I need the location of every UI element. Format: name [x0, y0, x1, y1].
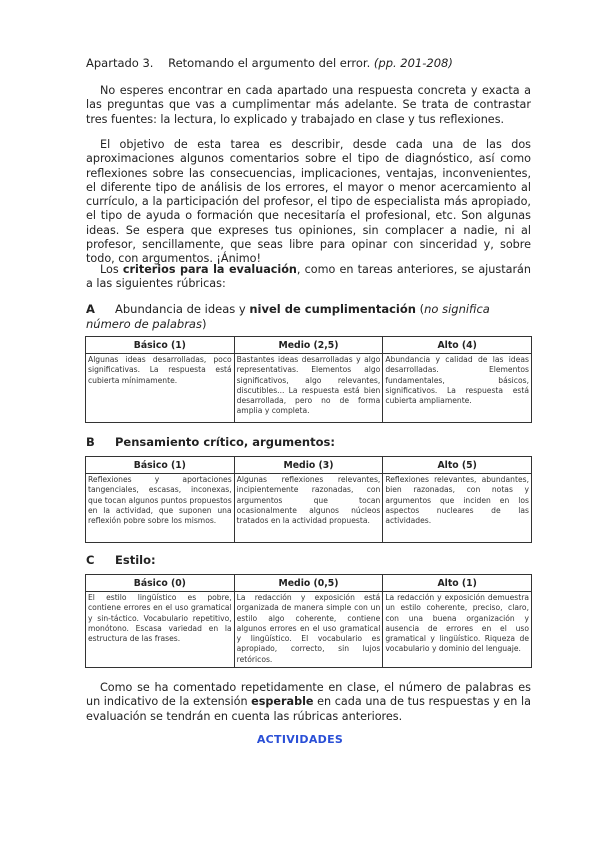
rubric-a-cell-high: Abundancia y calidad de las ideas desarrolladas. Elementos fundamentales, básicos, significativos. La respuesta está cubierta ampliamente.: [383, 354, 532, 423]
rubric-b-table: [85, 456, 532, 543]
rubric-c-table: [85, 574, 532, 668]
rubric-a-title: [86, 302, 531, 332]
rubric-c-cell-basic: El estilo lingüístico es pobre, contiene errores en el uso gramatical y sin-táctico. Vocabulario repetitivo, monótono. Escasa variedad en la estructura de las frases.: [86, 592, 235, 668]
criteria-text-b: , como en tareas anteriores, se ajustarán a las siguientes rúbricas:: [86, 263, 531, 291]
rubric-a-paren-open: (: [419, 302, 425, 316]
criteria-text-a: Los: [100, 263, 119, 276]
rubric-a-title-plain: Abundancia de ideas y: [115, 302, 246, 316]
rubric-a-header-medium: Medio (2,5): [234, 337, 383, 354]
rubric-b-cell-high: Reflexiones relevantes, abundantes, bien razonadas, con notas y argumentos que inciden en los aspectos nucleares de las actividades.: [383, 474, 532, 543]
rubric-b-header-row: [86, 457, 532, 474]
rubric-a-cell-medium: Bastantes ideas desarrolladas y algo representativas. Elementos algo significativos, algo relevantes, discutibles... La respuesta está bien desarrollada, pero no de forma amplia y completa.: [234, 354, 383, 423]
rubric-c-body-row: [86, 592, 532, 668]
rubric-c-title: [86, 553, 156, 567]
closing-text-b: en cada una de tus respuestas y en la evaluación se tendrán en cuenta las rúbricas anteriores.: [86, 695, 531, 723]
objective-paragraph: [86, 138, 531, 267]
rubric-b-cell-medium: Algunas reflexiones relevantes, incipientemente razonadas, con argumentos que tocan ocasionalmente algunos núcleos tratados en la actividad propuesta.: [234, 474, 383, 543]
activities-heading: ACTIVIDADES: [256, 733, 344, 746]
rubric-a-header-high: Alto (4): [383, 337, 532, 354]
closing-text-bold: esperable: [251, 695, 314, 709]
heading-label: Apartado 3.: [86, 56, 154, 70]
heading-title: Retomando el argumento del error.: [168, 56, 371, 70]
rubric-a-letter: A: [86, 302, 95, 316]
criteria-paragraph: [86, 263, 531, 292]
rubric-b-cell-basic: Reflexiones y aportaciones tangenciales, escasas, inconexas, que tocan algunos puntos propuestos en la actividad, que suponen una reflexión pobre sobre los mismos.: [86, 474, 235, 543]
rubric-b-header-high: Alto (5): [383, 457, 532, 474]
rubric-a-title-italic: no significa número de palabras: [86, 302, 490, 331]
rubric-b-header-medium: Medio (3): [234, 457, 383, 474]
rubric-b-body-row: [86, 474, 532, 543]
rubric-a-header-basic: Básico (1): [86, 337, 235, 354]
intro-text: No esperes encontrar en cada apartado una respuesta concreta y exacta a las preguntas que vas a cumplimentar más adelante. Se trata de contrastar tres fuentes: la lectura, lo explicado y trabajado en clase y tus reflexiones.: [86, 84, 531, 126]
intro-paragraph: [86, 84, 531, 127]
rubric-b-header-basic: Básico (1): [86, 457, 235, 474]
rubric-a-header-row: [86, 337, 532, 354]
rubric-a-title-bold: nivel de cumplimentación: [249, 302, 416, 316]
objective-text: El objetivo de esta tarea es describir, desde cada una de las dos aproximaciones algunos comentarios sobre el tipo de diagnóstico, así como reflexiones sobre las consecuencias, implicaciones, ventajas, inconvenientes, el diferente tipo de análisis de los errores, el mayor o menor acercamiento al currículo, a la participación del profesor, el tipo de especialista más apropiado, el tipo de ayuda o formación que necesitaría el profesional, etc. Son algunas ideas. Se espera que expreses tus opiniones, sin complacer a nadie, ni al profesor, sencillamente, que seas libre para opinar con sinceridad y, sobre todo, con argumentos. ¡Ánimo!: [86, 138, 531, 266]
rubric-c-cell-medium: La redacción y exposición está organizada de manera simple con un estilo algo coherente, contiene algunos errores en el uso gramatical y lingüístico. El vocabulario es apropiado, correcto, sin lujos retóricos.: [234, 592, 383, 668]
rubric-a-cell-basic: Algunas ideas desarrolladas, poco significativas. La respuesta está cubierta mínimamente.: [86, 354, 235, 423]
closing-text-a: Como se ha comentado repetidamente en clase, el número de palabras es un indicativo de la extensión: [86, 681, 531, 709]
rubric-c-letter: C: [86, 553, 95, 567]
rubric-b-letter: B: [86, 435, 95, 449]
rubric-c-header-basic: Básico (0): [86, 575, 235, 592]
rubric-c-header-medium: Medio (0,5): [234, 575, 383, 592]
criteria-text-bold: criterios para la evaluación: [122, 263, 297, 276]
rubric-a-paren-close: ): [201, 317, 207, 331]
closing-paragraph: [86, 681, 531, 724]
rubric-c-cell-high: La redacción y exposición demuestra un estilo coherente, preciso, claro, con una buena organización y ausencia de errores en el uso gramatical y lingüístico. Riqueza de vocabulario y dominio del lenguaje.: [383, 592, 532, 668]
rubric-c-header-high: Alto (1): [383, 575, 532, 592]
rubric-a-table: [85, 336, 532, 423]
rubric-c-title-bold: Estilo:: [115, 553, 156, 567]
rubric-b-title: [86, 435, 335, 449]
heading-page-ref: (pp. 201-208): [373, 56, 453, 70]
rubric-b-title-bold: Pensamiento crítico, argumentos:: [115, 435, 335, 449]
section-heading: [86, 56, 453, 70]
rubric-a-body-row: [86, 354, 532, 423]
rubric-c-header-row: [86, 575, 532, 592]
